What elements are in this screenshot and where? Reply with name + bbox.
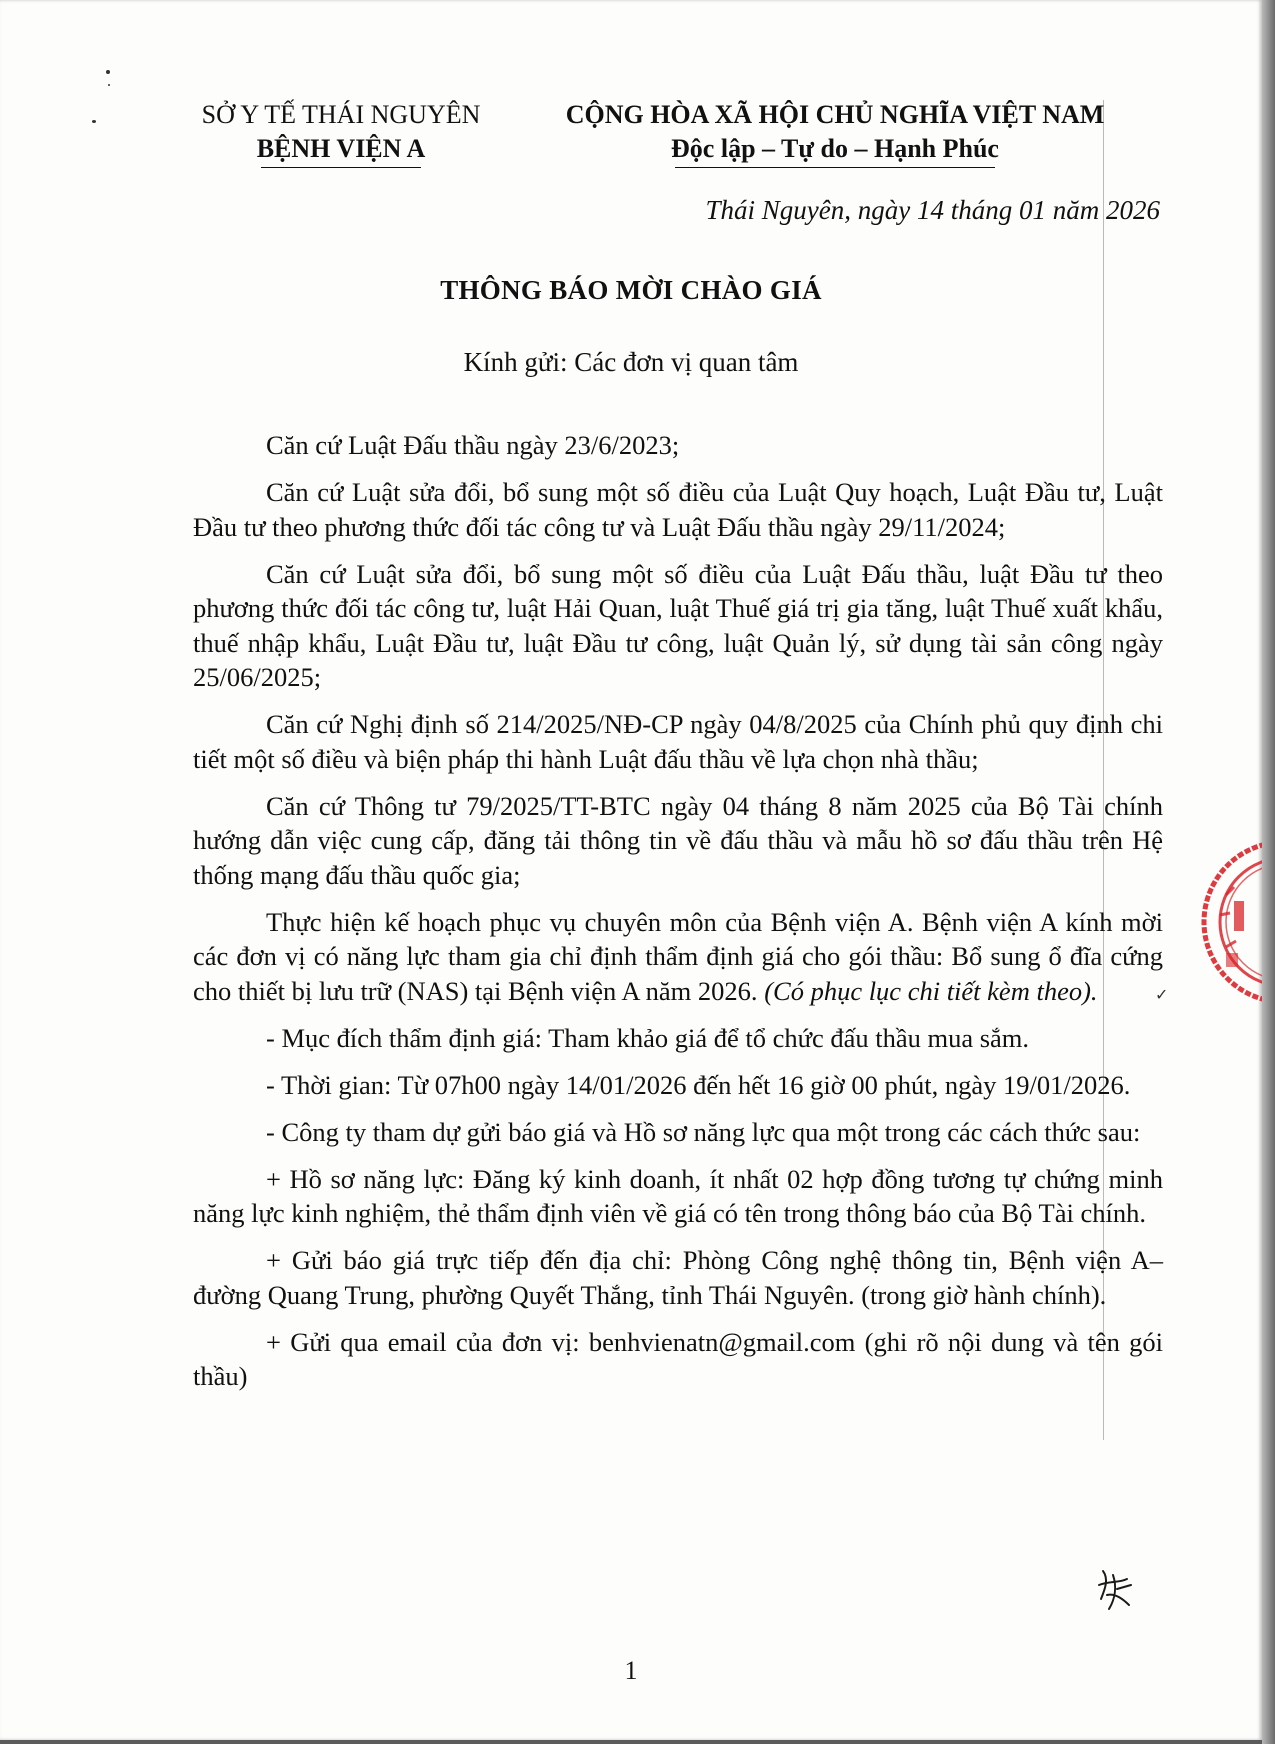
paragraph: - Mục đích thẩm định giá: Tham khảo giá để tổ chức đấu thầu mua sắm. [266, 1022, 1030, 1053]
issuer-parent: SỞ Y TẾ THÁI NGUYÊN [201, 100, 481, 129]
paragraph: Căn cứ Luật Đấu thầu ngày 23/6/2023; [266, 430, 680, 460]
scan-page-edge [1262, 0, 1275, 1744]
paragraph: + Gửi qua email của đơn vị: benhvienatn@gmail.com (ghi rõ nội dung và tên gói thầu) [193, 1326, 1163, 1391]
paragraph: - Công ty tham dự gửi báo giá và Hồ sơ năng lực qua một trong các cách thức sau: [266, 1116, 1141, 1147]
paragraph [193, 905, 1163, 1009]
scan-speck [106, 70, 110, 74]
paragraph: Căn cứ Luật sửa đổi, bổ sung một số điều của Luật Đấu thầu, luật Đầu tư theo phương thức đối tác công tư, luật Hải Quan, luật Thuế giá trị gia tăng, luật Thuế xuất khẩu, thuế nhập khẩu, Luật Đầu tư, luật Đầu tư công, luật Quản lý, sử dụng tài sản công ngày 25/06/2025; [193, 558, 1163, 692]
scan-speck [92, 120, 96, 123]
country-name: CỘNG HÒA XÃ HỘI CHỦ NGHĨA VIỆT NAM [565, 100, 1105, 129]
issuer-name: BỆNH VIỆN A [257, 132, 426, 166]
salutation: Kính gửi: Các đơn vị quan tâm [463, 347, 799, 377]
paragraph: + Gửi báo giá trực tiếp đến địa chỉ: Phòng Công nghệ thông tin, Bệnh viện A– đường Quang Trung, phường Quyết Thắng, tỉnh Thái Nguyên. (trong giờ hành chính). [193, 1245, 1163, 1310]
national-heading [550, 98, 1120, 166]
document-body [193, 428, 1163, 1406]
scan-speck [108, 84, 110, 86]
national-motto: Độc lập – Tự do – Hạnh Phúc [671, 132, 999, 166]
paragraph: - Thời gian: Từ 07h00 ngày 14/01/2026 đến hết 16 giờ 00 phút, ngày 19/01/2026. [266, 1069, 1131, 1100]
document-title: THÔNG BÁO MỜI CHÀO GIÁ [440, 275, 822, 305]
initials-signature-icon [1095, 1565, 1135, 1615]
paragraph: Căn cứ Thông tư 79/2025/TT-BTC ngày 04 tháng 8 năm 2025 của Bộ Tài chính hướng dẫn việc cung cấp, đăng tải thông tin về đấu thầu và mẫu hồ sơ đấu thầu trên Hệ thống mạng đấu thầu quốc gia; [193, 790, 1163, 890]
issuer-block [186, 98, 496, 166]
check-mark-icon: ✓ [1155, 987, 1169, 1004]
document-date: Thái Nguyên, ngày 14 tháng 01 năm 2026 [705, 195, 1160, 225]
red-seal-stamp-icon [1196, 835, 1262, 1010]
page-number: 1 [624, 1656, 638, 1685]
paragraph: Căn cứ Nghị định số 214/2025/NĐ-CP ngày 04/8/2025 của Chính phủ quy định chi tiết một số điều và biện pháp thi hành Luật đấu thầu về lựa chọn nhà thầu; [193, 709, 1163, 774]
appendix-note: (Có phục lục chi tiết kèm theo). [764, 975, 1098, 1006]
paragraph: + Hồ sơ năng lực: Đăng ký kinh doanh, ít nhất 02 hợp đồng tương tự chứng minh năng lực kinh nghiệm, thẻ thẩm định viên về giá có tên trong thông báo của Bộ Tài chính. [193, 1163, 1163, 1228]
paragraph: Căn cứ Luật sửa đổi, bổ sung một số điều của Luật Quy hoạch, Luật Đầu tư, Luật Đầu tư theo phương thức đối tác công tư và Luật Đấu thầu ngày 29/11/2024; [193, 477, 1163, 542]
invitation-text: Thực hiện kế hoạch phục vụ chuyên môn của Bệnh viện A. Bệnh viện A kính mời các đơn vị có năng lực tham gia chỉ định thẩm định giá cho gói thầu: Bổ sung ổ đĩa cứng cho thiết bị lưu trữ (NAS) tại Bệnh viện A năm 2026. [193, 906, 1163, 1006]
